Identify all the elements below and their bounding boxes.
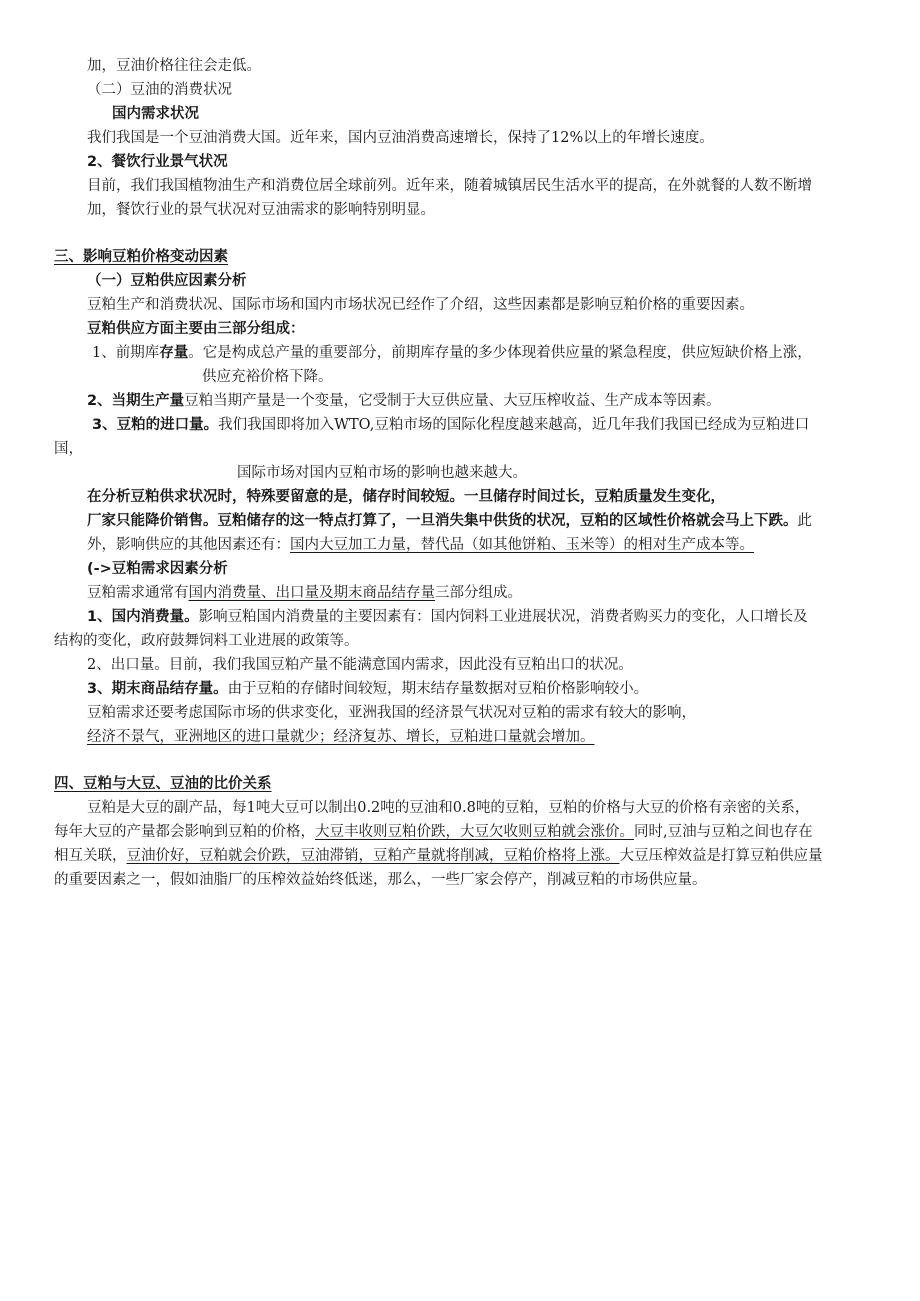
text-run-bold: 存量 bbox=[159, 345, 189, 361]
paragraph-line: 供应充裕价格下降。 bbox=[202, 369, 333, 385]
section-heading: 三、影响豆粕价格变动因素 bbox=[54, 249, 228, 265]
text-run: 同时,豆油与豆粕之间也存在 bbox=[634, 824, 813, 840]
paragraph-line: 豆粕供应方面主要由三部分组成： bbox=[87, 321, 305, 337]
paragraph-line: 2、出口量。目前，我们我国豆粕产量不能满意国内需求，因此没有豆粕出口的状况。 bbox=[87, 657, 633, 673]
paragraph-line: 在分析豆粕供求状况时，特殊要留意的是，储存时间较短。一旦储存时间过长，豆粕质量发生变化， bbox=[87, 489, 725, 505]
paragraph-line bbox=[87, 678, 648, 700]
paragraph-line: 国， bbox=[54, 441, 83, 457]
paragraph-line: 我们我国是一个豆油消费大国。近年来，国内豆油消费高速增长，保持了12%以上的年增长速度。 bbox=[87, 130, 714, 146]
text-run-underlined: 国内消费量、出口量及期末商品结存量 bbox=[188, 585, 435, 601]
text-run: 豆粕当期产量是一个变量，它受制于大豆供应量、大豆压榨收益、生产成本等因素。 bbox=[184, 393, 721, 409]
text-run-bold: 3、豆粕的进口量。 bbox=[92, 417, 219, 433]
paragraph-line: 豆粕是大豆的副产品，每1吨大豆可以制出0.2吨的豆油和0.8吨的豆粕，豆粕的价格与大豆的价格有亲密的关系， bbox=[87, 800, 810, 816]
paragraph-line bbox=[92, 414, 809, 436]
text-run-bold: 厂家只能降价销售。豆粕储存的这一特点打算了，一旦消失集中供货的状况，豆粕的区域性价格就会马上下跌。 bbox=[87, 513, 798, 529]
text-run-bold: 3、期末商品结存量。 bbox=[87, 681, 228, 697]
paragraph-line bbox=[92, 342, 812, 364]
paragraph-line bbox=[87, 606, 808, 628]
paragraph-line: 加，豆油价格往往会走低。 bbox=[87, 58, 261, 74]
text-run-bold: 1、国内消费量。 bbox=[87, 609, 199, 625]
text-run-underlined: 豆油价好，豆粕就会价跌，豆油滞销，豆粕产量就将削减，豆粕价格将上涨。 bbox=[126, 848, 620, 864]
paragraph-line: 目前，我们我国植物油生产和消费位居全球前列。近年来，随着城镇居民生活水平的提高，在外就餐的人数不断增 bbox=[87, 178, 812, 194]
text-run: 外，影响供应的其他因素还有： bbox=[87, 537, 290, 553]
text-run: 大豆压榨效益是打算豆粕供应量 bbox=[619, 848, 823, 864]
text-run-underlined: 国内大豆加工力量，替代品（如其他饼粕、玉米等）的相对生产成本等。 bbox=[290, 537, 754, 553]
paragraph-line bbox=[87, 390, 721, 412]
text-run: 由于豆粕的存储时间较短，期末结存量数据对豆粕价格影响较小。 bbox=[227, 681, 649, 697]
text-run: 1、前期库 bbox=[92, 345, 160, 361]
text-run: 我们我国即将加入WTO,豆粕市场的国际化程度越来越高，近几年我们我国已经成为豆粕进口 bbox=[218, 417, 810, 433]
text-run: 豆粕需求通常有 bbox=[87, 585, 189, 601]
paragraph-line: 加，餐饮行业的景气状况对豆油需求的影响特别明显。 bbox=[87, 202, 435, 218]
paragraph-line bbox=[54, 845, 823, 867]
section-heading: 四、豆粕与大豆、豆油的比价关系 bbox=[54, 776, 272, 792]
subsection-heading: （一）豆粕供应因素分析 bbox=[87, 273, 247, 289]
text-run-bold: 2、当期生产量 bbox=[87, 393, 185, 409]
text-run: 每年大豆的产量都会影响到豆粕的价格， bbox=[54, 824, 315, 840]
subsection-heading: 国内需求状况 bbox=[112, 106, 199, 122]
text-run: 相互关联， bbox=[54, 848, 127, 864]
paragraph-line: 的重要因素之一，假如油脂厂的压榨效益始终低迷，那么，一些厂家会停产，削减豆粕的市场供应量。 bbox=[54, 872, 707, 888]
paragraph-line-underlined: 经济不景气，亚洲地区的进口量就少；经济复苏、增长，豆粕进口量就会增加。 bbox=[87, 729, 595, 745]
paragraph-line bbox=[87, 510, 812, 532]
paragraph-line: 结构的变化，政府鼓舞饲料工业进展的政策等。 bbox=[54, 633, 359, 649]
subsection-heading: (->豆粕需求因素分析 bbox=[87, 561, 228, 577]
subsection-heading: 2、餐饮行业景气状况 bbox=[87, 154, 228, 170]
paragraph-line bbox=[87, 582, 522, 604]
text-run: 影响豆粕国内消费量的主要因素有：国内饲料工业进展状况，消费者购买力的变化，人口增长及 bbox=[198, 609, 808, 625]
text-run-underlined: 大豆丰收则豆粕价跌，大豆欠收则豆粕就会涨价。 bbox=[315, 824, 634, 840]
paragraph-line: 豆粕生产和消费状况、国际市场和国内市场状况已经作了介绍，这些因素都是影响豆粕价格的重要因素。 bbox=[87, 297, 754, 313]
text-run: 此 bbox=[797, 513, 812, 529]
paragraph-line: 国际市场对国内豆粕市场的影响也越来越大。 bbox=[237, 465, 527, 481]
paragraph-line bbox=[54, 821, 813, 843]
text-run: 三部分组成。 bbox=[435, 585, 522, 601]
paragraph-line bbox=[87, 534, 754, 556]
subsection-heading: （二）豆油的消费状况 bbox=[87, 82, 232, 98]
paragraph-line: 豆粕需求还要考虑国际市场的供求变化，亚洲我国的经济景气状况对豆粕的需求有较大的影响， bbox=[87, 705, 696, 721]
text-run: 。它是构成总产量的重要部分，前期库存量的多少体现着供应量的紧急程度，供应短缺价格上涨， bbox=[188, 345, 812, 361]
